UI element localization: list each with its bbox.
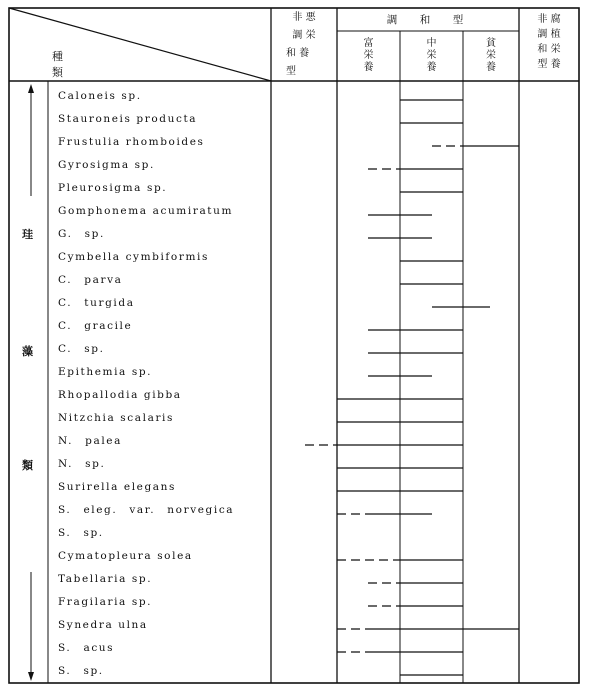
species-name: Caloneis sp. — [58, 90, 142, 102]
species-name: S. sp. — [58, 665, 104, 677]
header-line: 和 養 — [286, 48, 310, 59]
species-name: Fragilaria sp. — [58, 596, 153, 608]
header-char: 中 — [426, 38, 437, 49]
species-name: Tabellaria sp. — [58, 573, 153, 585]
header-char: 富 — [363, 38, 374, 49]
header-line: 非 腐 — [537, 14, 561, 25]
species-name: Nitzchia scalaris — [58, 412, 175, 424]
species-name: Gomphonema acumiratum — [58, 205, 234, 217]
header-line: 調 栄 — [292, 30, 316, 41]
species-name: Cymatopleura solea — [58, 550, 193, 562]
header-line: 非 悪 — [292, 12, 316, 23]
category-char: 藻 — [22, 345, 33, 358]
species-name: Frustulia rhomboides — [58, 136, 205, 148]
species-name: C. parva — [58, 274, 123, 286]
header-char: 養 — [363, 62, 374, 73]
species-name: Synedra ulna — [58, 619, 148, 631]
header-line: 型 養 — [537, 59, 561, 70]
harmonic-group-header: 調 和 型 — [386, 14, 470, 26]
species-name: N. sp. — [58, 458, 106, 470]
species-name: Epithemia sp. — [58, 366, 153, 378]
species-name: S. eleg. var. norvegica — [58, 504, 235, 516]
species-name: Pleurosigma sp. — [58, 182, 168, 194]
species-name: C. sp. — [58, 343, 105, 355]
species-name: Cymbella cymbiformis — [58, 251, 209, 263]
header-char: 養 — [426, 62, 437, 73]
species-name: Stauroneis producta — [58, 113, 198, 125]
header-char: 栄 — [426, 50, 437, 61]
species-name: Gyrosigma sp. — [58, 159, 155, 171]
species-header: 種 類 — [52, 50, 94, 79]
header-char: 貧 — [486, 38, 496, 49]
species-name: Rhopallodia gibba — [58, 389, 182, 401]
species-name: S. sp. — [58, 527, 104, 539]
header-line: 和 栄 — [537, 44, 561, 55]
species-name: Surirella elegans — [58, 481, 176, 493]
species-name: N. palea — [58, 435, 122, 447]
header-char: 栄 — [363, 50, 374, 61]
header-char: 栄 — [486, 50, 496, 61]
species-name: C. gracile — [58, 320, 133, 332]
header-line: 型 — [286, 66, 296, 77]
species-name: G. sp. — [58, 228, 105, 240]
species-name: S. acus — [58, 642, 115, 654]
category-char: 珪 — [22, 228, 33, 241]
species-name: C. turgida — [58, 297, 135, 309]
header-line: 調 植 — [537, 29, 561, 40]
header-char: 養 — [486, 62, 496, 73]
category-char: 類 — [22, 459, 33, 472]
